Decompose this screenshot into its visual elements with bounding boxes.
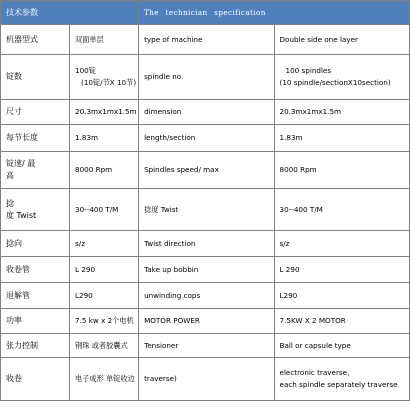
table-row — [1, 257, 410, 283]
row-label-cn-line2: 度 Twist — [6, 210, 37, 220]
row-value-cn: 7.5 kw x 2个电机 — [70, 309, 139, 334]
row-label-en: Twist direction — [139, 231, 274, 257]
row-value-en: L290 — [274, 283, 409, 309]
row-label-cn: 尺寸 — [1, 100, 70, 125]
row-value-cn: s/z — [70, 231, 139, 257]
row-value-cn — [70, 55, 139, 100]
table-row — [1, 309, 410, 334]
row-label-cn: 退解管 — [1, 283, 70, 309]
row-label-cn: 收卷管 — [1, 257, 70, 283]
row-label-en: length/section — [139, 125, 274, 152]
row-label-en: traverse) — [139, 358, 274, 401]
row-label-en: Spindles speed/ max — [139, 152, 274, 189]
row-value-en-line1: 100 spindles — [285, 66, 332, 75]
row-label-cn-line1: 锭速/ 最 — [6, 159, 36, 168]
row-value-cn: 1.83m — [70, 125, 139, 152]
table-row — [1, 100, 410, 125]
row-value-en — [274, 358, 409, 401]
row-label-en: spindle no. — [139, 55, 274, 100]
row-value-en: 20.3mx1mx1.5m — [274, 100, 409, 125]
table-row — [1, 283, 410, 309]
row-label-cn: 收卷 — [1, 358, 70, 401]
table-row — [1, 125, 410, 152]
row-value-en-line2: (10 spindle/sectionX10section) — [279, 78, 391, 87]
row-label-cn: 功率 — [1, 309, 70, 334]
table-row — [1, 231, 410, 257]
row-value-en: Ball or capsule type — [274, 334, 409, 358]
table-row — [1, 55, 410, 100]
row-value-cn: 双面单层 — [70, 25, 139, 55]
row-value-en-line1: electronic traverse, — [279, 368, 350, 377]
table-row — [1, 152, 410, 189]
table-row — [1, 25, 410, 55]
table-header-row — [1, 1, 410, 25]
row-label-cn-line2: 高 — [6, 171, 14, 180]
row-label-cn-line1: 捻 — [6, 198, 14, 208]
row-label-cn — [1, 189, 70, 231]
row-label-en: dimension — [139, 100, 274, 125]
row-label-cn: 捻向 — [1, 231, 70, 257]
row-value-cn: 钢珠 或者胶囊式 — [70, 334, 139, 358]
row-label-cn: 机器型式 — [1, 25, 70, 55]
row-label-cn: 锭数 — [1, 55, 70, 100]
row-label-cn: 每节长度 — [1, 125, 70, 152]
table-row — [1, 334, 410, 358]
row-value-en — [274, 55, 409, 100]
row-value-cn: 8000 Rpm — [70, 152, 139, 189]
row-value-cn-line1: 100锭 — [75, 66, 96, 75]
row-value-cn: 电子成形 单锭收边 — [70, 358, 139, 401]
row-value-en: 8000 Rpm — [274, 152, 409, 189]
table-row — [1, 358, 410, 401]
row-value-en: 7.5KW X 2 MOTOR — [274, 309, 409, 334]
row-value-en: 1.83m — [274, 125, 409, 152]
row-label-en: unwinding cops — [139, 283, 274, 309]
row-label-en: Take up bobbin — [139, 257, 274, 283]
row-label-en: type of machine — [139, 25, 274, 55]
row-value-en: L 290 — [274, 257, 409, 283]
row-label-en: 捻度 Twist — [139, 189, 274, 231]
table-row — [1, 189, 410, 231]
row-value-cn-line2: (10锭/节X 10节) — [81, 78, 137, 87]
row-label-en: Tensioner — [139, 334, 274, 358]
row-value-cn: L 290 — [70, 257, 139, 283]
row-value-cn: 20.3mx1mx1.5m — [70, 100, 139, 125]
row-label-cn: 张力控制 — [1, 334, 70, 358]
header-en: The technician specification — [139, 1, 410, 25]
row-value-en: s/z — [274, 231, 409, 257]
row-label-en: MOTOR POWER — [139, 309, 274, 334]
header-cn: 技术参数 — [1, 1, 139, 25]
row-value-en: 30--400 T/M — [274, 189, 409, 231]
row-value-cn: 30--400 T/M — [70, 189, 139, 231]
row-label-cn — [1, 152, 70, 189]
row-value-en: Double side one layer — [274, 25, 409, 55]
row-value-en-line2: each spindle separately traverse — [279, 380, 398, 389]
row-value-cn: L290 — [70, 283, 139, 309]
